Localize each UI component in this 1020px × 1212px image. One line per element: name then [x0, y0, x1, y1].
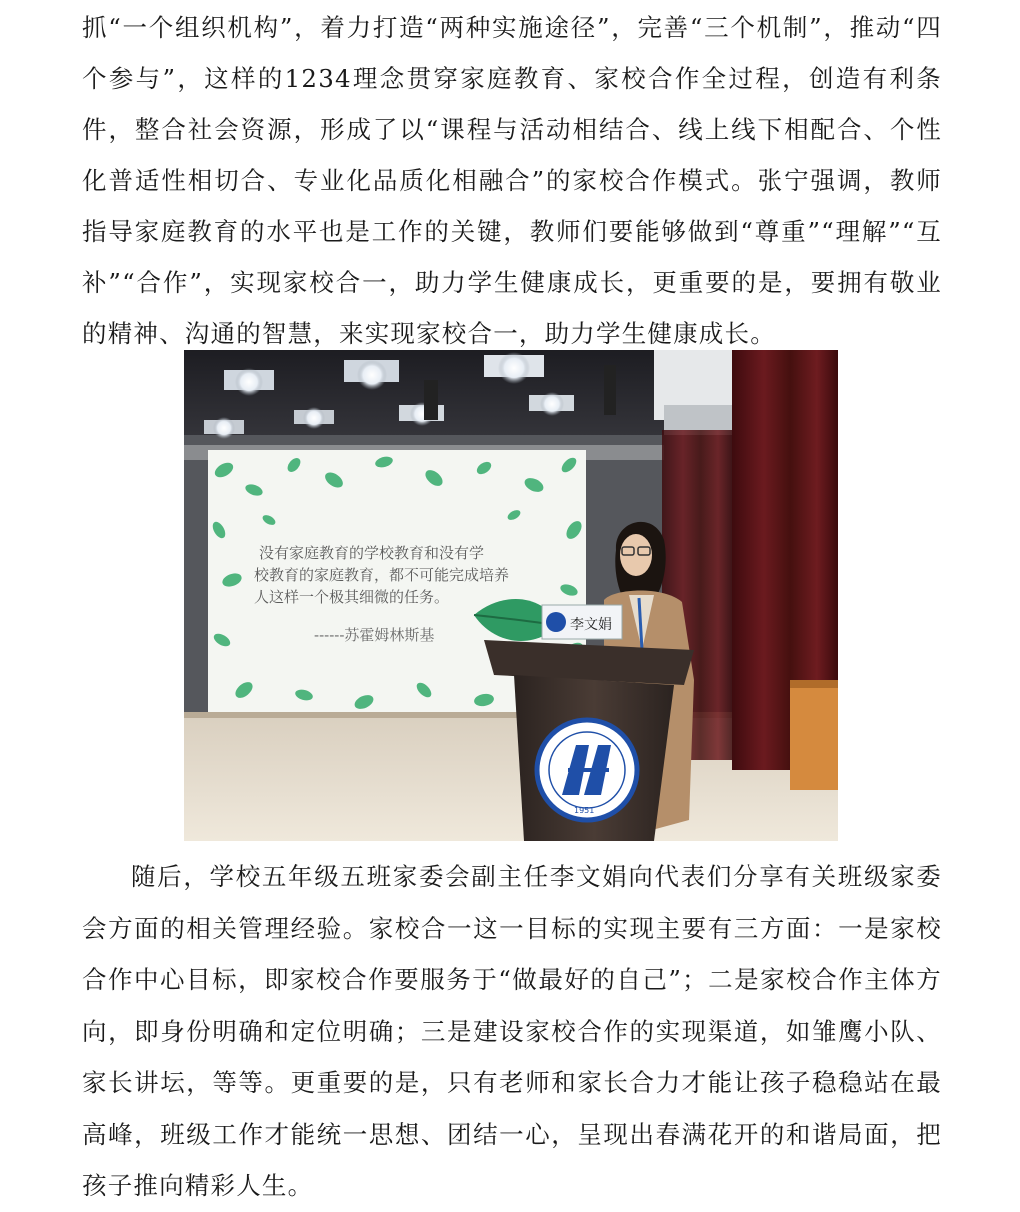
event-photo — [184, 350, 838, 841]
body-paragraph-2: 随后，学校五年级五班家委会副主任李文娟向代表们分享有关班级家委会方面的相关管理经验。家校合一这一目标的实现主要有三方面：一是家校合作中心目标，即家校合作要服务于“做最好的自己”；二是家校合作主体方向，即身份明确和定位明确；三是建设家校合作的实现渠道，如雏鹰小队、家长讲坛，等等。更重要的是，只有老师和家长合力才能让孩子稳稳站在最高峰，班级工作才能统一思想、团结一心，呈现出春满花开的和谐局面，把孩子推向精彩人生。 — [82, 862, 942, 1200]
body-paragraph-1: 抓“一个组织机构”，着力打造“两种实施途径”，完善“三个机制”，推动“四个参与”，这样的1234理念贯穿家庭教育、家校合作全过程，创造有利条件，整合社会资源，形成了以“课程与活动相结合、线上线下相配合、个性化普适性相切合、专业化品质化相融合”的家校合作模式。张宁强调，教师指导家庭教育的水平也是工作的关键，教师们要能够做到“尊重”“理解”“互补”“合作”，实现家校合一，助力学生健康成长，更重要的是，要拥有敬业的精神、沟通的智慧，来实现家校合一，助力学生健康成长。 — [82, 13, 942, 348]
slide-quote-line-3: 人这样一个极其细微的任务。 — [254, 588, 450, 606]
nameplate-text: 李文娟 — [570, 617, 612, 633]
podium-emblem-year: 1951 — [574, 806, 595, 815]
slide-attribution: ------苏霍姆林斯基 — [314, 626, 435, 644]
slide-quote-line-2: 校教育的家庭教育，都不可能完成培养 — [254, 566, 510, 584]
slide-quote-line-1: 没有家庭教育的学校教育和没有学 — [259, 544, 485, 562]
